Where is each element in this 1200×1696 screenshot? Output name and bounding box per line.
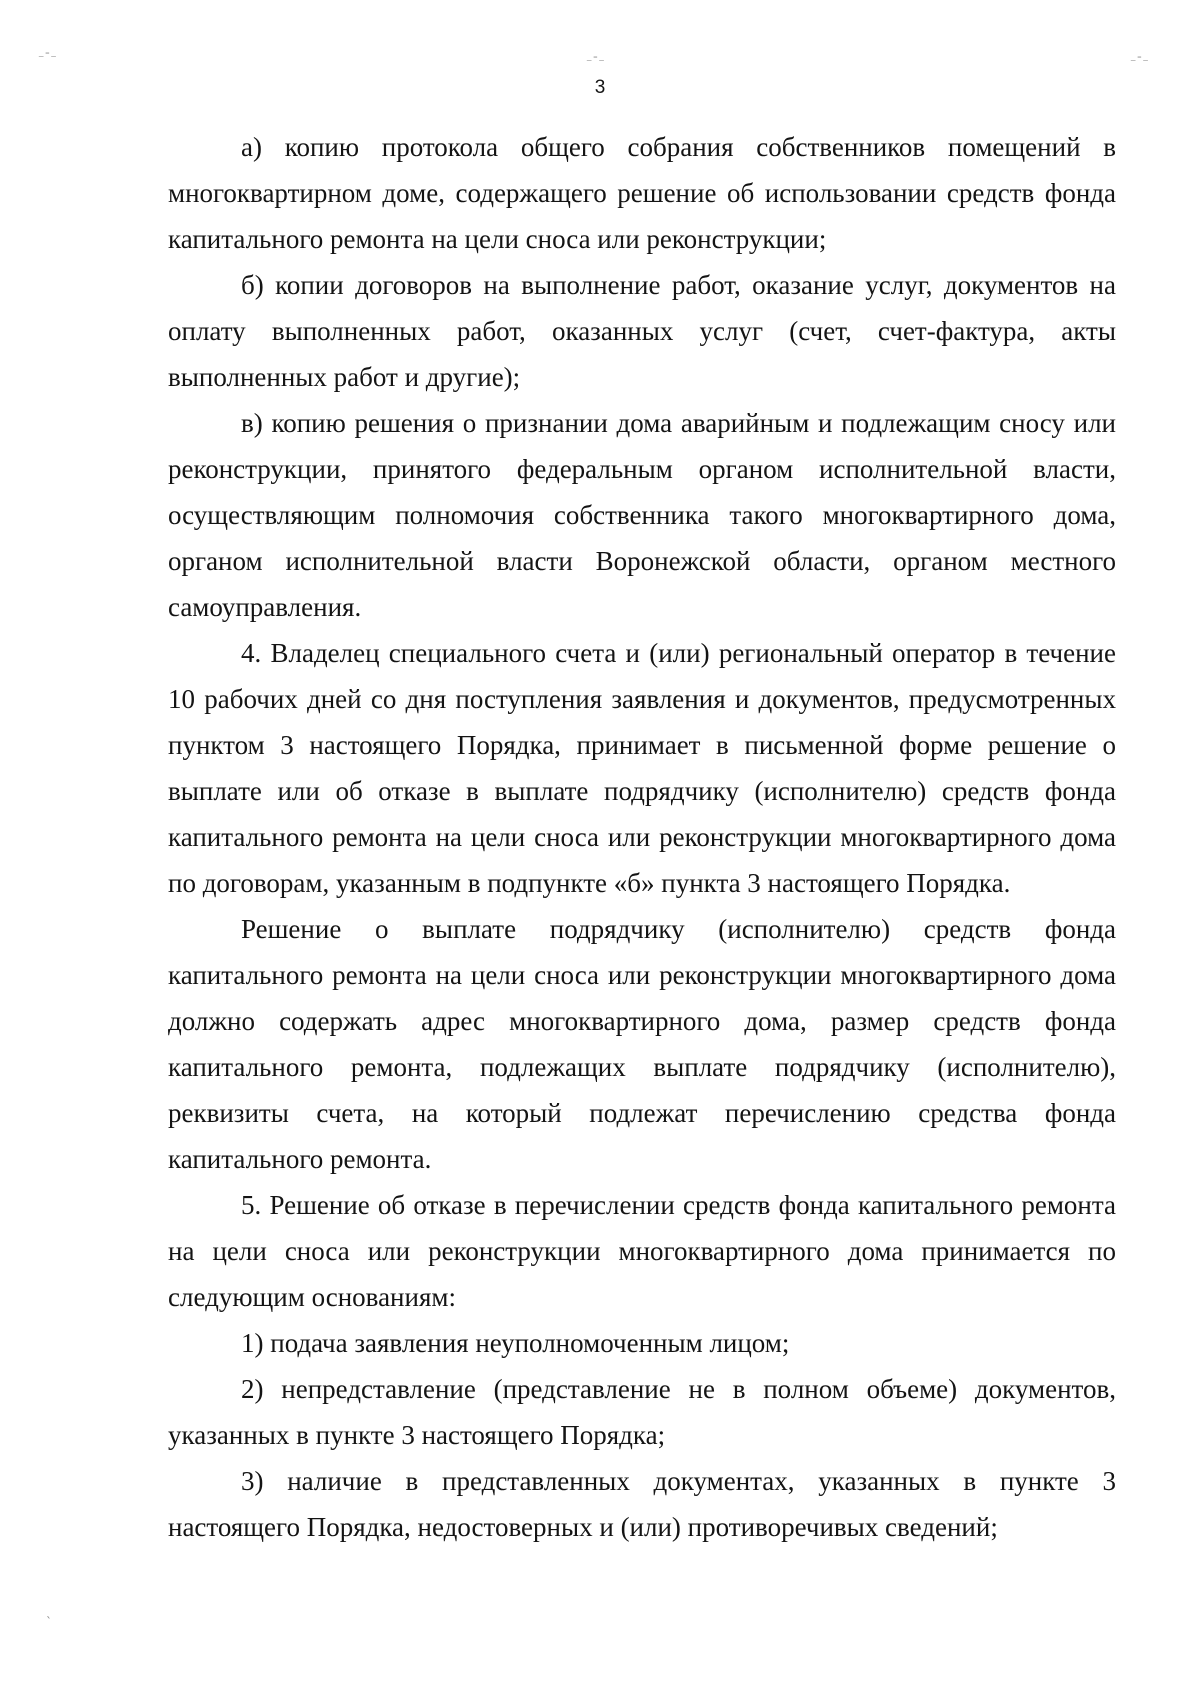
paragraph-item-a: а) копию протокола общего собрания собственников помещений в многоквартирном доме, содержащего решение об использовании средств фонда капитального ремонта на цели сноса или реконструкции; bbox=[168, 132, 1116, 254]
scan-artifact-top-center: ⁻ˉ⁻ bbox=[586, 55, 605, 69]
page-number: 3 bbox=[594, 77, 606, 98]
paragraph-item-b: б) копии договоров на выполнение работ, оказание услуг, документов на оплату выполненных работ, оказанных услуг (счет, счет-фактура, акты выполненных работ и другие); bbox=[168, 270, 1116, 392]
paragraph-clause-4: 4. Владелец специального счета и (или) региональный оператор в течение 10 рабочих дней со дня поступления заявления и документов, предусмотренных пунктом 3 настоящего Порядка, принимает в письменной форме решение о выплате или об отказе в выплате подрядчику (исполнителю) средств фонда капитального ремонта на цели сноса или реконструкции многоквартирного дома по договорам, указанным в подпункте «б» пункта 3 настоящего Порядка. bbox=[168, 638, 1116, 898]
paragraph-item-v: в) копию решения о признании дома аварийным и подлежащим сносу или реконструкции, принятого федеральным органом исполнительной власти, осуществляющим полномочия собственника такого многоквартирного дома, органом исполнительной власти Воронежской области, органом местного самоуправления. bbox=[168, 408, 1116, 622]
paragraph-ground-1: 1) подача заявления неуполномоченным лицом; bbox=[241, 1328, 790, 1358]
document-body bbox=[168, 124, 1116, 1550]
scan-artifact-top-right: ⁻ˉ⁻ bbox=[1130, 55, 1149, 69]
paragraph-ground-3: 3) наличие в представленных документах, указанных в пункте 3 настоящего Порядка, недостоверных и (или) противоречивых сведений; bbox=[168, 1466, 1116, 1542]
paragraph-payment-decision: Решение о выплате подрядчику (исполнителю) средств фонда капитального ремонта на цели сноса или реконструкции многоквартирного дома должно содержать адрес многоквартирного дома, размер средств фонда капитального ремонта, подлежащих выплате подрядчику (исполнителю), реквизиты счета, на который подлежат перечислению средства фонда капитального ремонта. bbox=[168, 914, 1116, 1174]
scan-artifact-top-left: ⁻ˉ⁻ bbox=[38, 51, 57, 65]
scan-artifact-bottom-left: ˋ bbox=[46, 1615, 52, 1629]
paragraph-ground-2: 2) непредставление (представление не в полном объеме) документов, указанных в пункте 3 настоящего Порядка; bbox=[168, 1374, 1116, 1450]
paragraph-clause-5: 5. Решение об отказе в перечислении средств фонда капитального ремонта на цели сноса или реконструкции многоквартирного дома принимается по следующим основаниям: bbox=[168, 1190, 1116, 1312]
